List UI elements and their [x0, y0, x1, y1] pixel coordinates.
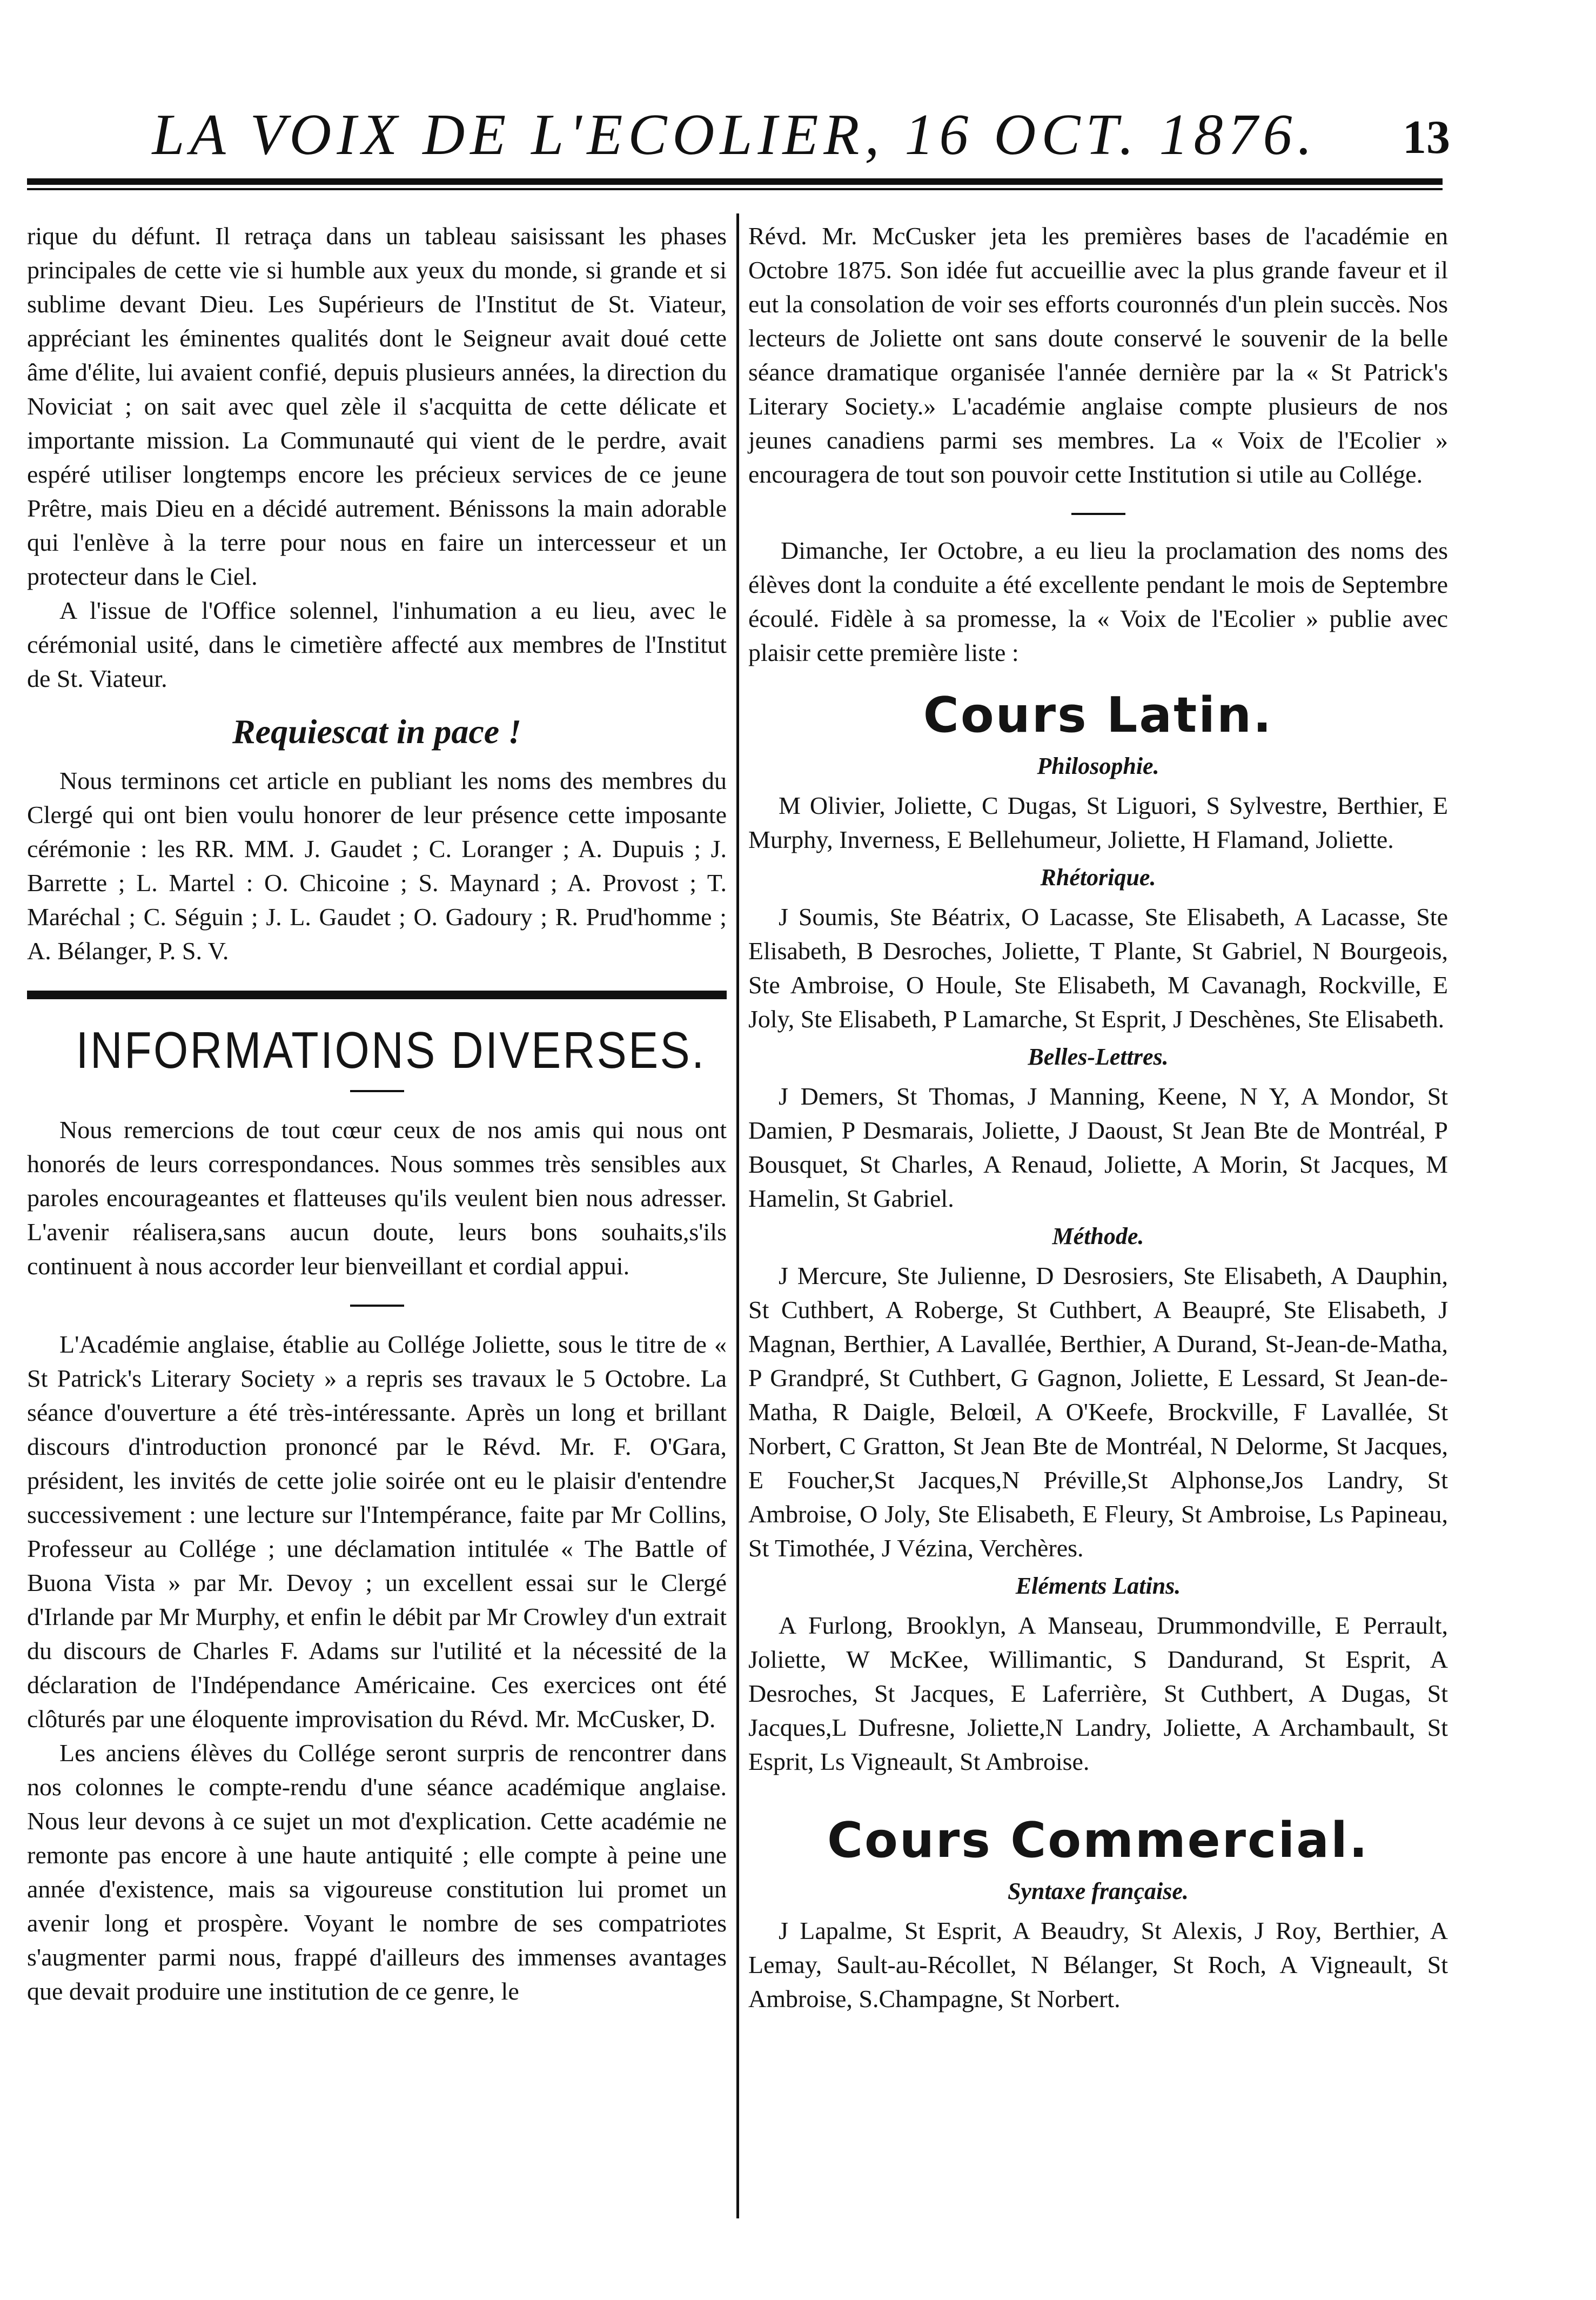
- page-number: 13: [1403, 111, 1450, 164]
- belles-lettres-subhead: Belles-Lettres.: [1028, 1044, 1169, 1070]
- belles-lettres-list: J Demers, St Thomas, J Manning, Keene, N Y, A Mondor, St Damien, P Desmarais, Joliette, J Daoust, St Jean Bte de Montréal, P Bousquet, St Charles, A Renaud, Joliette, A Morin, St Jacques, M Hamelin, St Gabriel.: [748, 1082, 1448, 1212]
- short-divider: [350, 1090, 404, 1092]
- proclamation-paragraph: Dimanche, Ier Octobre, a eu lieu la proclamation des noms des élèves dont la conduite a été excellente pendant le mois de Septembre écoulé. Fidèle à sa promesse, la « Voix de l'Ecolier » publie avec plaisir cette première liste :: [748, 537, 1448, 666]
- philosophie-subhead: Philosophie.: [1037, 753, 1159, 779]
- cours-latin-heading: Cours Latin.: [923, 687, 1273, 744]
- section-title: INFORMATIONS DIVERSES.: [76, 1021, 706, 1079]
- syntaxe-subhead: Syntaxe française.: [1008, 1878, 1189, 1904]
- academy-paragraph: L'Académie anglaise, établie au Collége Joliette, sous le titre de « St Patrick's Literary Society » a repris ses travaux le 5 Octobre. La séance d'ouverture a été très-intéressante. Après un long et brillant discours d'introduction prononcé par le Révd. Mr. F. O'Gara, président, les invités de cette jolie soirée ont eu le plaisir d'entendre successivement : une lecture sur l'Intempérance, faite par Mr Collins, Professeur au Collége ; une déclamation intitulée « The Battle of Buona Vista » par Mr. Devoy ; un excellent essai sur le Clergé d'Irlande par Mr Murphy, et enfin le débit par Mr Crowley d'un extrait du discours de Charles F. Adams sur l'utilité et la nécessité de la déclaration de l'Indépendance Américaine. Ces exercices ont été clôturés par une éloquente improvisation du Révd. Mr. McCusker, D.: [27, 1330, 727, 1733]
- rhetorique-subhead: Rhétorique.: [1040, 864, 1156, 891]
- section-divider: [27, 991, 727, 999]
- clergy-paragraph: Nous terminons cet article en publiant les noms des membres du Clergé qui ont bien voulu honorer de leur présence cette imposante cérémonie : les RR. MM. J. Gaudet ; C. Loranger ; A. Dupuis ; J. Barrette ; L. Martel : O. Chicoine ; S. Maynard ; A. Provost ; T. Maréchal ; C. Séguin ; J. L. Gaudet ; O. Gadoury ; R. Prud'homme ; A. Bélanger, P. S. V.: [27, 767, 727, 965]
- elements-latins-subhead: Eléments Latins.: [1015, 1573, 1181, 1599]
- rhetorique-list: J Soumis, Ste Béatrix, O Lacasse, Ste Elisabeth, A Lacasse, Ste Elisabeth, B Desroches, Joliette, T Plante, St Gabriel, N Bourgeois, Ste Ambroise, O Houle, Ste Elisabeth, M Cavanagh, Rockville, E Joly, Ste Elisabeth, P Lamarche, St Esprit, J Deschènes, Ste Elisabeth.: [748, 903, 1448, 1033]
- burial-paragraph: A l'issue de l'Office solennel, l'inhumation a eu lieu, avec le cérémonial usité, dans le cimetière affecté aux membres de l'Institut de St. Viateur.: [27, 597, 727, 692]
- alumni-paragraph: Les anciens élèves du Collége seront surpris de rencontrer dans nos colonnes le compte-rendu d'une séance académique anglaise. Nous leur devons à ce sujet un mot d'explication. Cette académie ne remonte pas encore à une haute antiquité ; elle compte à peine une année d'existence, mais sa vigoureuse constitution lui promet un avenir long et prospère. Voyant le nombre de ses compatriotes s'augmenter parmi nous, frappé d'ailleurs des immenses avantages que devait produire une institution de ce genre, le: [27, 1739, 727, 2005]
- short-divider: [350, 1305, 404, 1307]
- academy-continued-paragraph: Révd. Mr. McCusker jeta les premières bases de l'académie en Octobre 1875. Son idée fut accueillie avec la plus grande faveur et il eut la consolation de voir ses efforts couronnés d'un plein succès. Nos lecteurs de Joliette ont sans doute conservé le souvenir de la belle séance dramatique organisée l'année dernière par la « St Patrick's Literary Society.» L'académie anglaise compte plusieurs de nos jeunes canadiens parmi ses membres. La « Voix de l'Ecolier » encouragera de tout son pouvoir cette Institution si utile au Collége.: [748, 222, 1448, 488]
- short-divider: [1071, 513, 1125, 515]
- syntaxe-list: J Lapalme, St Esprit, A Beaudry, St Alexis, J Roy, Berthier, A Lemay, Sault-au-Récollet, N Bélanger, St Roch, A Vigneault, St Ambroise, S.Champagne, St Norbert.: [748, 1917, 1448, 2012]
- methode-list: J Mercure, Ste Julienne, D Desrosiers, Ste Elisabeth, A Dauphin, St Cuthbert, A Roberge, St Cuthbert, A Beaupré, Ste Elisabeth, J Magnan, Berthier, A Lavallée, Berthier, A Durand, St-Jean-de-Matha, P Grandpré, St Cuthbert, G Gagnon, Joliette, E Lessard, St Jean-de-Matha, R Daigle, Belœil, A O'Keefe, Brockville, F Lavallée, St Norbert, C Gratton, St Jean Bte de Montréal, N Delorme, St Jacques, E Foucher,St Jacques,N Préville,St Alphonse,Jos Landry, St Ambroise, O Joly, Ste Elisabeth, E Fleury, St Ambroise, Ls Papineau, St Timothée, J Vézina, Verchères.: [748, 1262, 1448, 1562]
- obituary-paragraph: rique du défunt. Il retraça dans un tableau saisissant les phases principales de cette vie si humble aux yeux du monde, si grande et si sublime devant Dieu. Les Supérieurs de l'Institut de St. Viateur, appréciant les éminentes qualités dont le Seigneur avait doué cette âme d'élite, lui avaient confié, depuis plusieurs années, la direction du Noviciat ; on sait avec quel zèle il s'acquitta de cette délicate et importante mission. La Communauté qui vient de le perdre, avait espéré utiliser longtemps encore les précieux services de ce jeune Prêtre, mais Dieu en a décidé autrement. Bénissons la main adorable qui l'enlève à la terre pour nous en faire un intercesseur et un protecteur dans le Ciel.: [27, 222, 727, 590]
- masthead-rule-thin: [27, 188, 1443, 190]
- masthead-rule: [27, 178, 1443, 185]
- requiescat-heading: Requiescat in pace !: [232, 712, 522, 751]
- right-column: [748, 219, 1448, 2016]
- cours-commercial-heading: Cours Commercial.: [827, 1812, 1370, 1869]
- masthead-title: LA VOIX DE L'ECOLIER, 16 OCT. 1876.: [152, 103, 1318, 167]
- methode-subhead: Méthode.: [1052, 1223, 1144, 1249]
- elements-latins-list: A Furlong, Brooklyn, A Manseau, Drummondville, E Perrault, Joliette, W McKee, Willimantic, S Dandurand, St Esprit, A Desroches, St Jacques, E Laferrière, St Cuthbert, A Dugas, St Jacques,L Dufresne, Joliette,N Landry, Joliette, A Archambault, St Esprit, Ls Vigneault, St Ambroise.: [748, 1612, 1448, 1775]
- philosophie-list: M Olivier, Joliette, C Dugas, St Liguori, S Sylvestre, Berthier, E Murphy, Inverness, E Bellehumeur, Joliette, H Flamand, Joliette.: [748, 792, 1448, 853]
- thanks-paragraph: Nous remercions de tout cœur ceux de nos amis qui nous ont honorés de leurs correspondances. Nous sommes très sensibles aux paroles encourageantes et flatteuses qu'ils veulent bien nous adresser. L'avenir réalisera,sans aucun doute, leurs bons souhaits,s'ils continuent à nous accorder leur bienveillant et cordial appui.: [27, 1116, 727, 1280]
- left-column: [27, 219, 727, 2008]
- column-divider: [736, 213, 739, 2218]
